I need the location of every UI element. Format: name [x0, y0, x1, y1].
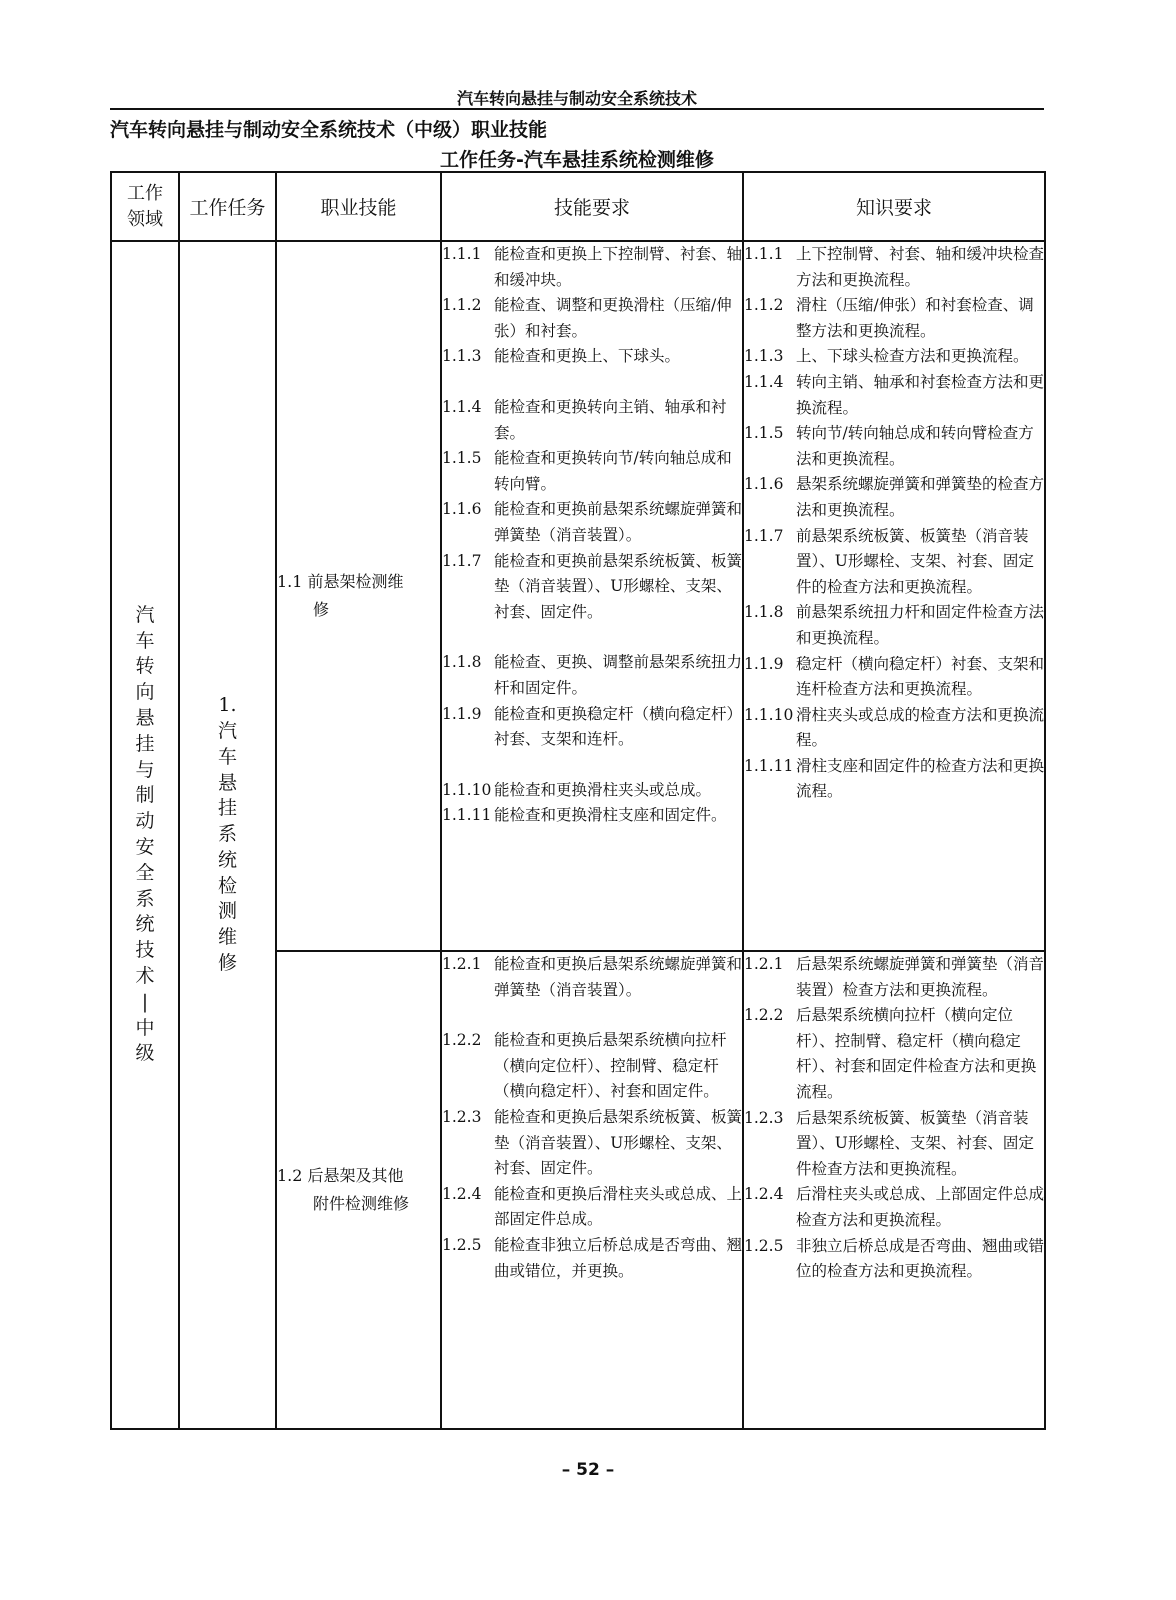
item-number: 1.2.3 [744, 1108, 784, 1127]
item-number: 1.1.5 [744, 424, 784, 443]
vertical-char: 全 [135, 861, 155, 884]
vertical-char: 挂 [135, 732, 155, 755]
list-item [442, 1028, 742, 1105]
skill-line: 1.1 前悬架检测维 [277, 572, 404, 591]
item-text: 滑柱（压缩/伸张）和衬套检查、调整方法和更换流程。 [796, 296, 1034, 340]
header-knowledge-requirements: 知识要求 [743, 172, 1045, 241]
vertical-char: 车 [135, 629, 155, 652]
item-text: 滑柱支座和固定件的检查方法和更换流程。 [796, 756, 1045, 801]
skill-cell [276, 241, 441, 951]
item-text: 能检查和更换转向节/转向轴总成和转向臂。 [494, 449, 732, 493]
skill-line: 1.2 后悬架及其他 [277, 1166, 404, 1185]
item-number: 1.1.7 [442, 551, 482, 570]
item-text: 能检查和更换后悬架系统横向拉杆（横向定位杆）、控制臂、稳定杆（横向稳定杆）、衬套和固定件。 [494, 1031, 727, 1101]
vertical-char: 转 [135, 655, 155, 678]
task-number: 1. [218, 694, 237, 717]
list-item [442, 549, 742, 626]
vertical-char: 术 [135, 964, 155, 987]
skill-line: 附件检测维修 [313, 1194, 410, 1213]
list-item [744, 1003, 1044, 1105]
item-text: 能检查和更换前悬架系统螺旋弹簧和弹簧垫（消音装置）。 [494, 500, 743, 544]
item-text: 能检查、调整和更换滑柱（压缩/伸张）和衬套。 [494, 296, 732, 340]
list-item [744, 1106, 1044, 1183]
list-item [744, 703, 1044, 754]
running-header: 汽车转向悬挂与制动安全系统技术 [456, 89, 697, 108]
list-item [442, 242, 742, 293]
item-number: 1.1.3 [744, 347, 784, 366]
vertical-char: 向 [135, 681, 155, 704]
item-number: 1.2.2 [442, 1031, 482, 1050]
item-text: 转向主销、轴承和衬套检查方法和更换流程。 [796, 372, 1045, 417]
list-item [442, 650, 742, 701]
spacer [442, 370, 742, 395]
list-item [442, 497, 742, 548]
list-item [744, 600, 1044, 651]
vertical-char: 统 [135, 913, 155, 936]
item-text: 上下控制臂、衬套、轴和缓冲块检查方法和更换流程。 [796, 245, 1045, 289]
item-text: 能检查和更换上、下球头。 [494, 347, 681, 366]
item-number: 1.2.5 [744, 1236, 784, 1255]
list-item [442, 702, 742, 753]
list-item [442, 952, 742, 1003]
list-item [744, 242, 1044, 293]
list-item [744, 1182, 1044, 1233]
item-number: 1.2.2 [744, 1006, 784, 1025]
list-item [442, 778, 742, 804]
item-text: 能检查和更换上下控制臂、衬套、轴和缓冲块。 [494, 245, 743, 289]
vertical-char: 汽 [217, 719, 237, 742]
skill-line: 修 [313, 600, 330, 619]
skills-table [110, 171, 1046, 1430]
list-item [442, 803, 742, 829]
item-number: 1.1.1 [442, 245, 482, 263]
item-number: 1.1.3 [442, 347, 482, 366]
item-text: 能检查非独立后桥总成是否弯曲、翘曲或错位，并更换。 [494, 1235, 743, 1280]
vertical-char: 级 [135, 1042, 155, 1065]
item-text: 能检查、更换、调整前悬架系统扭力杆和固定件。 [494, 653, 743, 697]
header-rule [110, 108, 1044, 110]
item-number: 1.2.1 [442, 955, 482, 973]
vertical-char: 制 [135, 784, 155, 807]
item-text: 能检查和更换后悬架系统板簧、板簧垫（消音装置）、U形螺栓、支架、衬套、固定件。 [494, 1107, 743, 1178]
item-text: 能检查和更换稳定杆（横向稳定杆）衬套、支架和连杆。 [494, 704, 743, 749]
page-number: – 52 – [561, 1460, 615, 1480]
vertical-char: 修 [217, 952, 237, 975]
item-number: 1.1.10 [744, 705, 794, 724]
vertical-char: 汽 [135, 603, 155, 626]
header-skill: 职业技能 [276, 172, 441, 241]
list-item [744, 421, 1044, 472]
vertical-char: 技 [135, 939, 155, 962]
item-text: 能检查和更换滑柱支座和固定件。 [494, 806, 727, 825]
list-item [442, 446, 742, 497]
header-work-task: 工作任务 [179, 172, 276, 241]
spacer [442, 753, 742, 778]
skill-cell [276, 951, 441, 1429]
spacer [442, 625, 742, 650]
item-number: 1.1.8 [744, 603, 784, 622]
item-text: 稳定杆（横向稳定杆）衬套、支架和连杆检查方法和更换流程。 [796, 654, 1045, 699]
list-item [744, 293, 1044, 344]
list-item [442, 344, 742, 370]
list-item [744, 952, 1044, 1003]
list-item [744, 652, 1044, 703]
list-item [744, 344, 1044, 370]
vertical-char: 安 [135, 836, 155, 858]
item-number: 1.2.5 [442, 1235, 482, 1254]
item-number: 1.1.4 [442, 397, 482, 416]
work-task-cell [179, 241, 276, 1429]
item-text: 转向节/转向轴总成和转向臂检查方法和更换流程。 [796, 424, 1034, 468]
item-number: 1.1.8 [442, 653, 482, 672]
list-item [744, 1234, 1044, 1285]
item-text: 能检查和更换后悬架系统螺旋弹簧和弹簧垫（消音装置）。 [494, 955, 743, 999]
skill-requirements-cell [441, 241, 743, 951]
table-row [111, 241, 1045, 951]
item-number: 1.1.2 [744, 296, 784, 315]
item-text: 后悬架系统板簧、板簧垫（消音装置）、U形螺栓、支架、衬套、固定件检查方法和更换流程。 [796, 1108, 1034, 1178]
knowledge-requirements-cell [743, 951, 1045, 1429]
list-item [442, 1105, 742, 1182]
item-number: 1.2.4 [744, 1185, 784, 1204]
item-text: 滑柱夹头或总成的检查方法和更换流程。 [796, 705, 1045, 750]
list-item [744, 754, 1044, 805]
item-text: 能检查和更换前悬架系统板簧、板簧垫（消音装置）、U形螺栓、支架、衬套、固定件。 [494, 551, 743, 621]
header-work-area [111, 172, 179, 241]
vertical-char: 与 [135, 758, 155, 781]
vertical-char: 中 [135, 1016, 155, 1039]
item-number: 1.1.2 [442, 296, 482, 315]
spacer [442, 1003, 742, 1028]
list-item [744, 524, 1044, 601]
list-item [442, 1182, 742, 1233]
vertical-char: 悬 [135, 707, 155, 730]
header-work-area-line: 工作 [127, 182, 163, 204]
item-text: 非独立后桥总成是否弯曲、翘曲或错位的检查方法和更换流程。 [796, 1236, 1045, 1281]
work-area-cell [111, 241, 179, 1429]
vertical-char: 检 [217, 874, 237, 897]
list-item [442, 293, 742, 344]
list-item [744, 472, 1044, 523]
vertical-char: | [141, 990, 149, 1013]
vertical-char: 车 [217, 745, 237, 768]
vertical-char: 系 [135, 887, 155, 910]
item-text: 后悬架系统横向拉杆（横向定位杆）、控制臂、稳定杆（横向稳定杆）、衬套和固定件检查方法和更换流程。 [796, 1006, 1037, 1101]
list-item [442, 395, 742, 446]
vertical-char: 悬 [217, 771, 237, 794]
vertical-char: 系 [217, 823, 237, 846]
item-text: 能检查和更换后滑柱夹头或总成、上部固定件总成。 [494, 1184, 743, 1229]
knowledge-requirements-cell [743, 241, 1045, 951]
skill-requirements-cell [441, 951, 743, 1429]
item-number: 1.1.6 [442, 500, 482, 519]
item-text: 悬架系统螺旋弹簧和弹簧垫的检查方法和更换流程。 [796, 475, 1045, 519]
item-number: 1.1.9 [744, 654, 784, 673]
header-work-area-line: 领域 [127, 208, 163, 230]
vertical-char: 统 [217, 848, 237, 871]
document-title: 汽车转向悬挂与制动安全系统技术（中级）职业技能 [110, 119, 548, 141]
item-number: 1.1.10 [442, 780, 492, 799]
item-number: 1.1.9 [442, 704, 482, 723]
document-subtitle: 工作任务-汽车悬挂系统检测维修 [440, 149, 714, 171]
item-number: 1.2.4 [442, 1184, 482, 1203]
item-text: 能检查和更换转向主销、轴承和衬套。 [494, 397, 727, 442]
item-number: 1.2.1 [744, 955, 784, 973]
item-text: 前悬架系统扭力杆和固定件检查方法和更换流程。 [796, 603, 1045, 647]
item-text: 能检查和更换滑柱夹头或总成。 [494, 780, 712, 799]
item-text: 后悬架系统螺旋弹簧和弹簧垫（消音装置）检查方法和更换流程。 [796, 955, 1045, 999]
item-number: 1.1.4 [744, 372, 784, 391]
item-number: 1.1.11 [744, 756, 794, 775]
vertical-char: 测 [217, 900, 237, 923]
table-header-row [111, 172, 1045, 241]
header-skill-requirements: 技能要求 [441, 172, 743, 241]
item-number: 1.1.6 [744, 475, 784, 494]
list-item [442, 1233, 742, 1284]
item-number: 1.1.5 [442, 449, 482, 468]
vertical-char: 挂 [217, 797, 237, 820]
vertical-char: 维 [217, 926, 237, 949]
list-item [744, 370, 1044, 421]
vertical-char: 动 [135, 810, 155, 833]
item-number: 1.1.11 [442, 806, 492, 825]
item-number: 1.1.7 [744, 526, 784, 545]
item-text: 上、下球头检查方法和更换流程。 [796, 347, 1029, 366]
item-text: 后滑柱夹头或总成、上部固定件总成检查方法和更换流程。 [796, 1185, 1045, 1229]
item-text: 前悬架系统板簧、板簧垫（消音装置）、U形螺栓、支架、衬套、固定件的检查方法和更换流程。 [796, 526, 1034, 596]
item-number: 1.2.3 [442, 1107, 482, 1126]
item-number: 1.1.1 [744, 245, 784, 263]
